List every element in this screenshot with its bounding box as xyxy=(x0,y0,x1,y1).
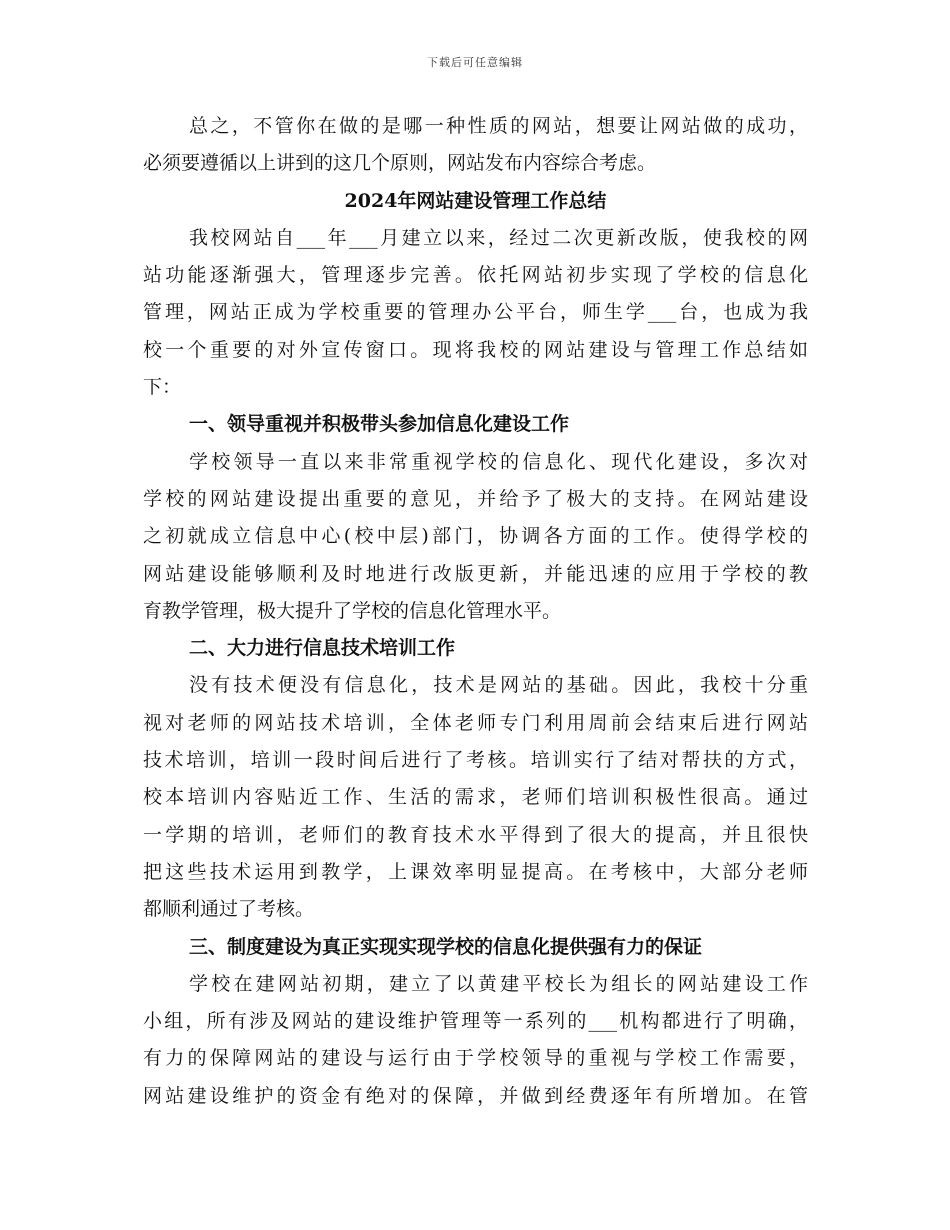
paragraph-line: 都顺利通过了考核。 xyxy=(143,898,315,921)
paragraph-line: 学校在建网站初期，建立了以黄建平校长为组长的网站建设工作 xyxy=(189,972,808,995)
paragraph-line: 小组，所有涉及网站的建设维护管理等一系列的___机构都进行了明确， xyxy=(143,1010,808,1033)
document-title: 2024年网站建设管理工作总结 xyxy=(344,189,607,212)
document-body xyxy=(143,108,808,1115)
paragraph-line: 网站建设能够顺利及时地进行改版更新，并能迅速的应用于学校的教 xyxy=(143,562,808,585)
paragraph-line: 有力的保障网站的建设与运行由于学校领导的重视与学校工作需要， xyxy=(143,1047,808,1070)
paragraph-line: 没有技术便没有信息化，技术是网站的基础。因此，我校十分重 xyxy=(189,674,808,697)
paragraph-line: 视对老师的网站技术培训，全体老师专门利用周前会结束后进行网站 xyxy=(143,711,808,734)
paragraph-line: 下： xyxy=(143,376,182,399)
section-heading-1: 一、领导重视并积极带头参加信息化建设工作 xyxy=(189,413,570,436)
paragraph-line: 总之，不管你在做的是哪一种性质的网站，想要让网站做的成功， xyxy=(189,115,808,137)
paragraph-line: 网站建设维护的资金有绝对的保障，并做到经费逐年有所增加。在管 xyxy=(143,1084,808,1107)
paragraph-line: 一学期的培训，老师们的教育技术水平得到了很大的提高，并且很快 xyxy=(143,823,808,846)
paragraph-line: 站功能逐渐强大，管理逐步完善。依托网站初步实现了学校的信息化 xyxy=(143,264,808,287)
paragraph-line: 学校的网站建设提出重要的意见，并给予了极大的支持。在网站建设 xyxy=(143,487,808,510)
section-heading-3: 三、制度建设为真正实现实现学校的信息化提供强有力的保证 xyxy=(189,935,703,958)
paragraph-line: 学校领导一直以来非常重视学校的信息化、现代化建设，多次对 xyxy=(189,450,808,473)
paragraph-line: 校本培训内容贴近工作、生活的需求，老师们培训积极性很高。通过 xyxy=(143,786,808,809)
paragraph-line: 技术培训，培训一段时间后进行了考核。培训实行了结对帮扶的方式， xyxy=(143,749,808,772)
paragraph-line: 把这些技术运用到教学，上课效率明显提高。在考核中，大部分老师 xyxy=(143,860,808,883)
page-header-note: 下载后可任意编辑 xyxy=(427,56,523,69)
paragraph-line: 管理，网站正成为学校重要的管理办公平台，师生学___台，也成为我 xyxy=(143,301,808,324)
paragraph-line: 之初就成立信息中心(校中层)部门，协调各方面的工作。使得学校的 xyxy=(143,525,808,548)
paragraph-line: 校一个重要的对外宣传窗口。现将我校的网站建设与管理工作总结如 xyxy=(143,338,808,361)
paragraph-line: 必须要遵循以上讲到的这几个原则，网站发布内容综合考虑。 xyxy=(143,152,657,175)
paragraph-line: 育教学管理，极大提升了学校的信息化管理水平。 xyxy=(143,599,562,622)
section-heading-2: 二、大力进行信息技术培训工作 xyxy=(189,637,456,660)
paragraph-line: 我校网站自___年___月建立以来，经过二次更新改版，使我校的网 xyxy=(189,226,808,249)
